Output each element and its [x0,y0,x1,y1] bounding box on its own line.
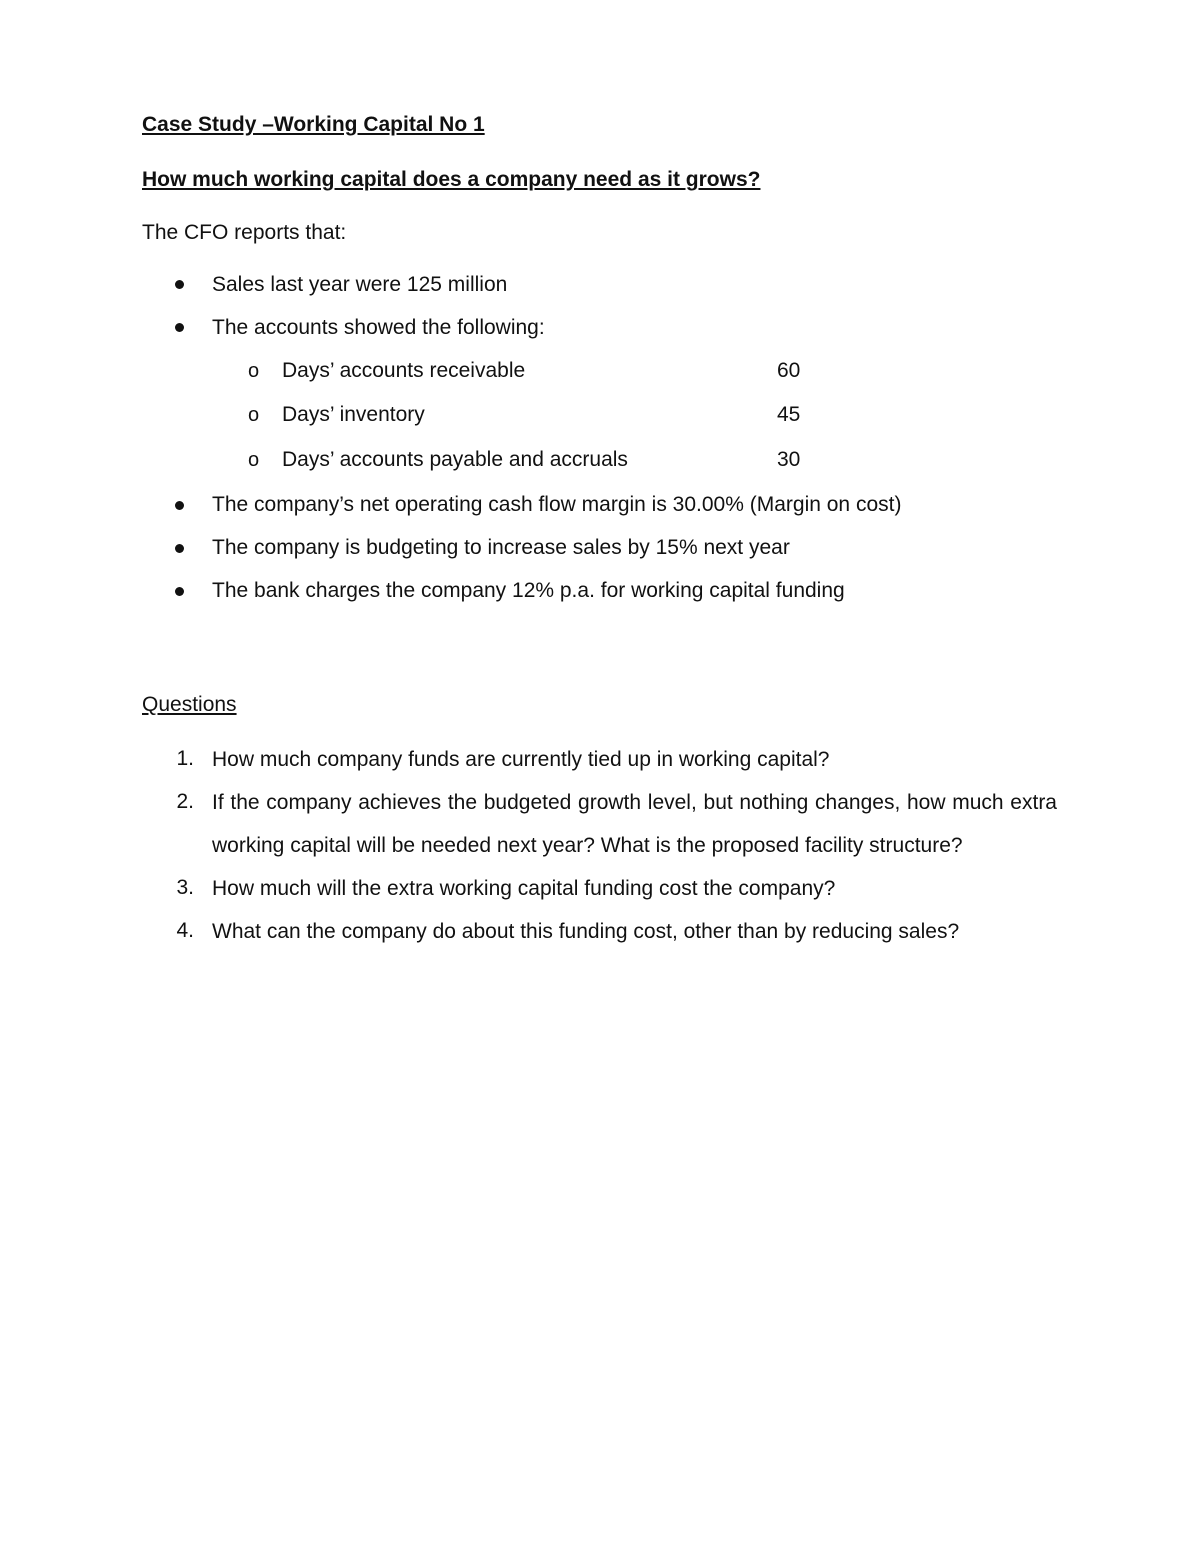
bullet-icon [175,323,184,332]
questions-heading: Questions [142,693,237,716]
circle-bullet-icon: o [248,360,260,382]
intro-text: The CFO reports that: [142,221,347,244]
circle-bullet-icon: o [248,449,260,471]
question-text: How much will the extra working capital funding cost the company? [212,877,836,900]
metric-label: Days’ accounts receivable [282,359,526,382]
metric-value: 45 [777,403,801,426]
bullet-item: The bank charges the company 12% p.a. for working capital funding [212,579,845,602]
metric-label: Days’ inventory [282,403,425,426]
bullet-item: The company is budgeting to increase sales by 15% next year [212,536,790,559]
question-number: 4. [176,919,194,942]
metric-label: Days’ accounts payable and accruals [282,448,628,471]
question-text: If the company achieves the budgeted growth level, but nothing changes, how much extra working capital will be needed next year? What is the proposed facility structure? [212,791,1057,857]
bullet-icon [175,587,184,596]
question-text: How much company funds are currently tied up in working capital? [212,748,830,771]
document-subtitle: How much working capital does a company need as it grows? [142,168,761,191]
question-text: What can the company do about this funding cost, other than by reducing sales? [212,920,960,943]
bullet-item: The accounts showed the following: [212,316,545,339]
bullet-item: Sales last year were 125 million [212,273,508,296]
bullet-icon [175,544,184,553]
question-number: 1. [176,747,194,770]
bullet-icon [175,280,184,289]
question-number: 2. [176,790,194,813]
bullet-item: The company’s net operating cash flow margin is 30.00% (Margin on cost) [212,493,902,516]
metric-value: 60 [777,359,801,382]
metric-value: 30 [777,448,801,471]
question-number: 3. [176,876,194,899]
circle-bullet-icon: o [248,404,260,426]
bullet-icon [175,501,184,510]
document-title: Case Study –Working Capital No 1 [142,113,485,136]
